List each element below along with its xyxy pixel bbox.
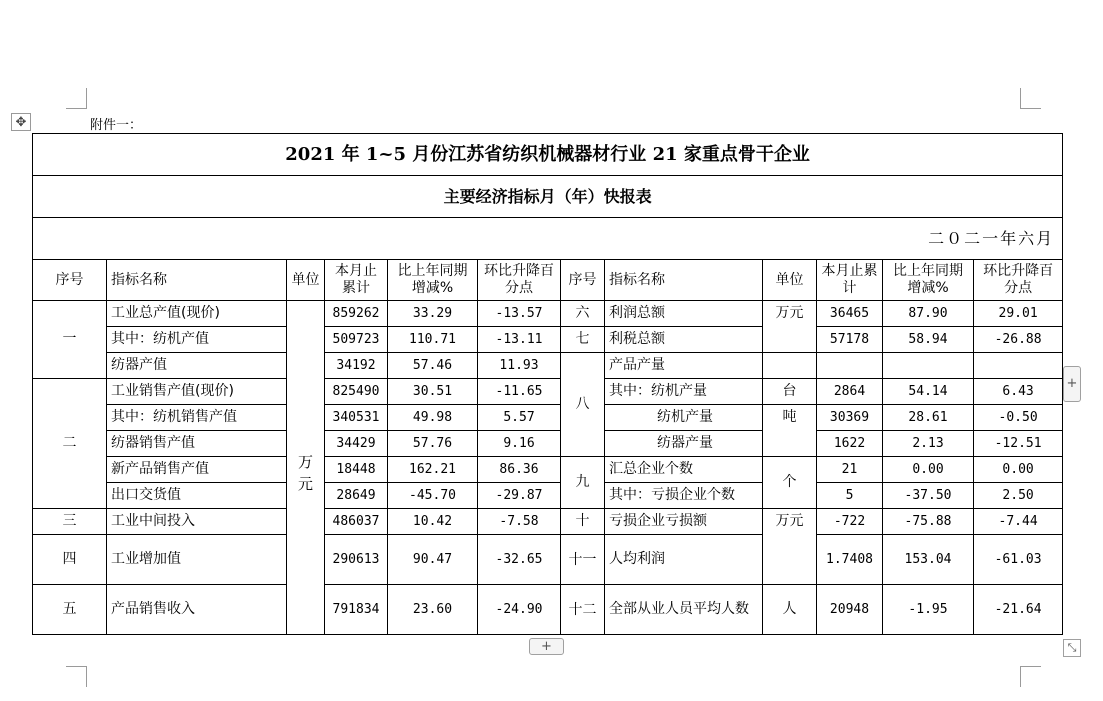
yoy-value-right: -1.95 bbox=[883, 585, 974, 635]
header-unit-right: 单位 bbox=[763, 260, 817, 301]
table-row bbox=[33, 509, 1063, 535]
cumulative-value: 791834 bbox=[325, 585, 388, 635]
indicator-name: 其中：纺机销售产值 bbox=[107, 405, 287, 431]
cumulative-value-right: 20948 bbox=[817, 585, 883, 635]
indicator-name: 新产品销售产值 bbox=[107, 457, 287, 483]
page-corner-bottom-right bbox=[1020, 666, 1041, 687]
yoy-value: 10.42 bbox=[388, 509, 478, 535]
page-corner-top-left bbox=[66, 88, 87, 109]
cumulative-value: 34429 bbox=[325, 431, 388, 457]
mom-value: -7.58 bbox=[478, 509, 561, 535]
mom-value: -32.65 bbox=[478, 535, 561, 585]
seq-cell: 三 bbox=[33, 509, 107, 535]
cumulative-value: 34192 bbox=[325, 353, 388, 379]
indicator-name-right: 产品产量 bbox=[605, 353, 763, 379]
table-row bbox=[33, 327, 1063, 353]
seq-cell: 五 bbox=[33, 585, 107, 635]
indicator-name: 纺器销售产值 bbox=[107, 431, 287, 457]
yoy-value-right: 0.00 bbox=[883, 457, 974, 483]
unit-cell-right: 台 bbox=[763, 379, 817, 405]
yoy-value-right: -75.88 bbox=[883, 509, 974, 535]
yoy-value-right-empty bbox=[883, 353, 974, 379]
indicator-name-right: 利润总额 bbox=[605, 301, 763, 327]
seq-cell-right: 九 bbox=[561, 457, 605, 509]
mom-value: 5.57 bbox=[478, 405, 561, 431]
mom-value-right: 2.50 bbox=[974, 483, 1063, 509]
seq-cell-right: 十一 bbox=[561, 535, 605, 585]
cumulative-value-right: -722 bbox=[817, 509, 883, 535]
add-row-button[interactable]: + bbox=[529, 638, 564, 655]
report-date: 二０二一年六月 bbox=[33, 218, 1063, 260]
indicator-name: 工业中间投入 bbox=[107, 509, 287, 535]
table-row bbox=[33, 585, 1063, 635]
table-resize-icon[interactable]: ⤡ bbox=[1063, 639, 1081, 657]
mom-value: -11.65 bbox=[478, 379, 561, 405]
header-row bbox=[33, 260, 1063, 301]
mom-value-right: -0.50 bbox=[974, 405, 1063, 431]
cumulative-value: 509723 bbox=[325, 327, 388, 353]
table-row bbox=[33, 353, 1063, 379]
table-row bbox=[33, 535, 1063, 585]
table-row bbox=[33, 405, 1063, 431]
header-yoy: 比上年同期增减% bbox=[388, 260, 478, 301]
header-mom-right: 环比升降百分点 bbox=[974, 260, 1063, 301]
unit-cell-left: 万元 bbox=[287, 301, 325, 635]
table-row bbox=[33, 379, 1063, 405]
cumulative-value: 859262 bbox=[325, 301, 388, 327]
cumulative-value-right: 57178 bbox=[817, 327, 883, 353]
mom-value-right: -61.03 bbox=[974, 535, 1063, 585]
mom-value-right: -26.88 bbox=[974, 327, 1063, 353]
mom-value: 86.36 bbox=[478, 457, 561, 483]
indicator-name-right: 人均利润 bbox=[605, 535, 763, 585]
yoy-value: 33.29 bbox=[388, 301, 478, 327]
header-seq: 序号 bbox=[33, 260, 107, 301]
yoy-value: 90.47 bbox=[388, 535, 478, 585]
indicator-name: 其中：纺机产值 bbox=[107, 327, 287, 353]
indicator-name-right: 汇总企业个数 bbox=[605, 457, 763, 483]
header-unit: 单位 bbox=[287, 260, 325, 301]
add-column-button[interactable]: + bbox=[1063, 366, 1081, 402]
cumulative-value-right: 5 bbox=[817, 483, 883, 509]
yoy-value: -45.70 bbox=[388, 483, 478, 509]
yoy-value-right: 87.90 bbox=[883, 301, 974, 327]
yoy-value: 110.71 bbox=[388, 327, 478, 353]
mom-value-right: -21.64 bbox=[974, 585, 1063, 635]
table-move-handle-icon[interactable]: ✥ bbox=[11, 113, 31, 131]
cumulative-value-right-empty bbox=[817, 353, 883, 379]
mom-value: -13.11 bbox=[478, 327, 561, 353]
header-cumulative: 本月止累计 bbox=[325, 260, 388, 301]
cumulative-value-right: 30369 bbox=[817, 405, 883, 431]
seq-cell-right: 六 bbox=[561, 301, 605, 327]
yoy-value-right: 2.13 bbox=[883, 431, 974, 457]
yoy-value: 23.60 bbox=[388, 585, 478, 635]
unit-cell-right-empty bbox=[763, 353, 817, 379]
cumulative-value-right: 21 bbox=[817, 457, 883, 483]
indicator-name-right: 其中：纺机产量 bbox=[605, 379, 763, 405]
header-yoy-right: 比上年同期增减% bbox=[883, 260, 974, 301]
header-name-right: 指标名称 bbox=[605, 260, 763, 301]
mom-value-right-empty bbox=[974, 353, 1063, 379]
seq-cell-right: 十二 bbox=[561, 585, 605, 635]
table-row bbox=[33, 431, 1063, 457]
mom-value: 11.93 bbox=[478, 353, 561, 379]
cumulative-value: 825490 bbox=[325, 379, 388, 405]
indicator-name-right: 全部从业人员平均人数 bbox=[605, 585, 763, 635]
seq-cell: 二 bbox=[33, 379, 107, 509]
unit-cell-right: 万元 bbox=[763, 509, 817, 585]
report-title: 2021 年 1~5 月份江苏省纺织机械器材行业 21 家重点骨干企业 bbox=[33, 134, 1063, 176]
yoy-value: 30.51 bbox=[388, 379, 478, 405]
yoy-value: 57.46 bbox=[388, 353, 478, 379]
table-row bbox=[33, 483, 1063, 509]
seq-cell-right: 十 bbox=[561, 509, 605, 535]
mom-value-right: 6.43 bbox=[974, 379, 1063, 405]
cumulative-value: 290613 bbox=[325, 535, 388, 585]
cumulative-value-right: 2864 bbox=[817, 379, 883, 405]
mom-value-right: -12.51 bbox=[974, 431, 1063, 457]
yoy-value: 162.21 bbox=[388, 457, 478, 483]
mom-value: 9.16 bbox=[478, 431, 561, 457]
unit-cell-right: 个 bbox=[763, 457, 817, 509]
cumulative-value-right: 1622 bbox=[817, 431, 883, 457]
mom-value: -29.87 bbox=[478, 483, 561, 509]
indicator-name: 出口交货值 bbox=[107, 483, 287, 509]
seq-cell: 四 bbox=[33, 535, 107, 585]
header-mom: 环比升降百分点 bbox=[478, 260, 561, 301]
cumulative-value: 28649 bbox=[325, 483, 388, 509]
header-name: 指标名称 bbox=[107, 260, 287, 301]
indicator-name-right: 纺机产量 bbox=[605, 405, 763, 431]
page-corner-bottom-left bbox=[66, 666, 87, 687]
cumulative-value-right: 36465 bbox=[817, 301, 883, 327]
header-seq-right: 序号 bbox=[561, 260, 605, 301]
unit-cell-right: 人 bbox=[763, 585, 817, 635]
header-cumulative-right: 本月止累计 bbox=[817, 260, 883, 301]
report-table bbox=[32, 133, 1063, 635]
indicator-name-right: 其中：亏损企业个数 bbox=[605, 483, 763, 509]
attachment-label: 附件一： bbox=[90, 118, 143, 133]
seq-cell: 一 bbox=[33, 301, 107, 379]
cumulative-value-right: 1.7408 bbox=[817, 535, 883, 585]
seq-cell-right: 八 bbox=[561, 353, 605, 457]
mom-value: -24.90 bbox=[478, 585, 561, 635]
mom-value-right: -7.44 bbox=[974, 509, 1063, 535]
unit-cell-right: 吨 bbox=[763, 405, 817, 457]
indicator-name: 纺器产值 bbox=[107, 353, 287, 379]
indicator-name: 产品销售收入 bbox=[107, 585, 287, 635]
indicator-name-right: 纺器产量 bbox=[605, 431, 763, 457]
page-corner-top-right bbox=[1020, 88, 1041, 109]
indicator-name: 工业总产值(现价) bbox=[107, 301, 287, 327]
indicator-name-right: 亏损企业亏损额 bbox=[605, 509, 763, 535]
cumulative-value: 486037 bbox=[325, 509, 388, 535]
yoy-value-right: 153.04 bbox=[883, 535, 974, 585]
seq-cell-right: 七 bbox=[561, 327, 605, 353]
table-row bbox=[33, 457, 1063, 483]
report-subtitle: 主要经济指标月（年）快报表 bbox=[33, 176, 1063, 218]
mom-value-right: 29.01 bbox=[974, 301, 1063, 327]
cumulative-value: 18448 bbox=[325, 457, 388, 483]
mom-value-right: 0.00 bbox=[974, 457, 1063, 483]
table-row bbox=[33, 301, 1063, 327]
yoy-value: 49.98 bbox=[388, 405, 478, 431]
yoy-value-right: -37.50 bbox=[883, 483, 974, 509]
yoy-value-right: 54.14 bbox=[883, 379, 974, 405]
yoy-value-right: 58.94 bbox=[883, 327, 974, 353]
yoy-value: 57.76 bbox=[388, 431, 478, 457]
mom-value: -13.57 bbox=[478, 301, 561, 327]
indicator-name: 工业增加值 bbox=[107, 535, 287, 585]
yoy-value-right: 28.61 bbox=[883, 405, 974, 431]
unit-cell-right: 万元 bbox=[763, 301, 817, 353]
cumulative-value: 340531 bbox=[325, 405, 388, 431]
indicator-name: 工业销售产值(现价) bbox=[107, 379, 287, 405]
indicator-name-right: 利税总额 bbox=[605, 327, 763, 353]
